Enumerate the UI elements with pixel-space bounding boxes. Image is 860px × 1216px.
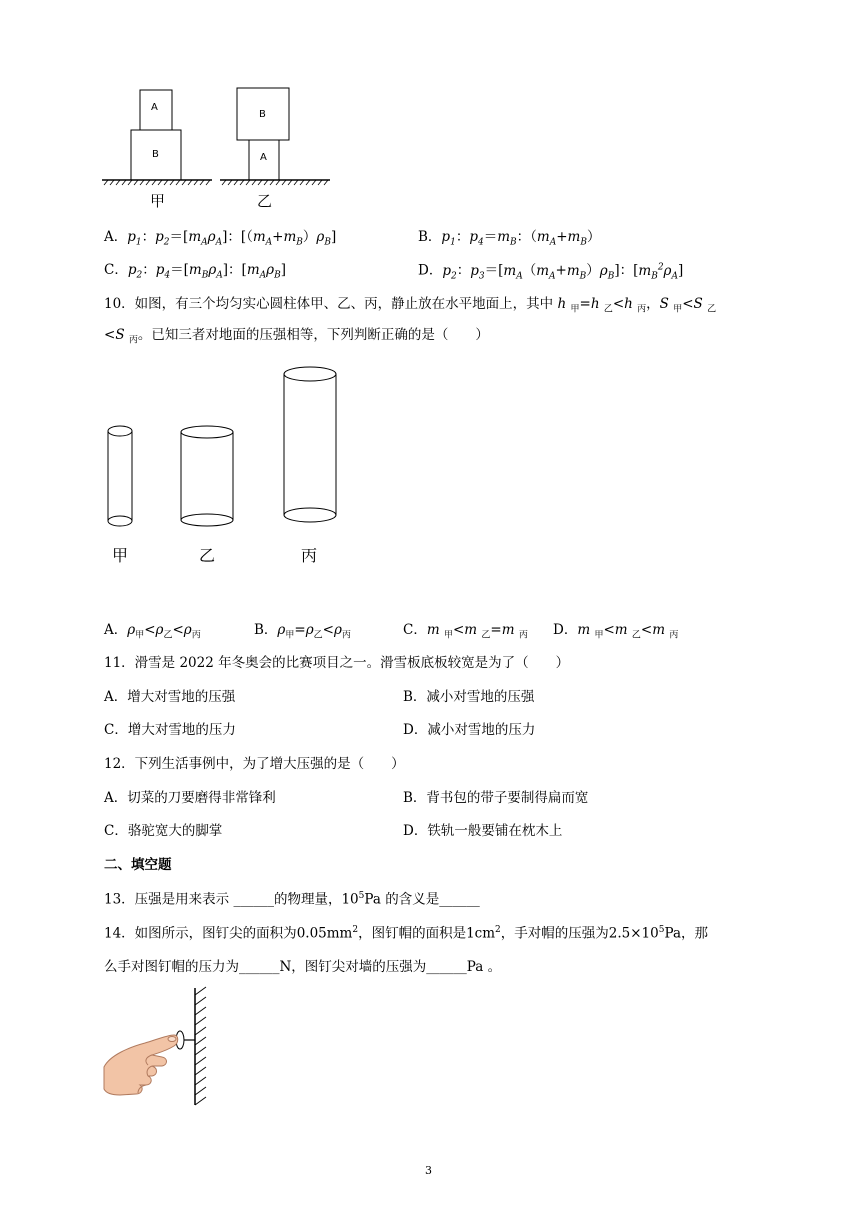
q11-option-c[interactable]: C．增大对雪地的压力 [104,722,236,738]
fig9-label-a-bottom: A [260,152,267,163]
q12-option-b[interactable]: B．背书包的带子要制得扁而宽 [403,790,589,806]
fig9-label-yi: 乙 [257,192,273,210]
cylinder-bing [284,367,336,522]
fig9-label-b-bottom: B [152,149,159,160]
fig9-label-a-top: A [151,102,158,113]
q9-figure [100,85,335,210]
q11-option-a[interactable]: A．增大对雪地的压强 [104,689,236,705]
q12-option-d[interactable]: D．铁轨一般要铺在枕木上 [403,823,563,839]
q10-figure [100,360,370,535]
q13-stem: 13．压强是用来表示 ______的物理量，$10^5Pa$ 的含义是______ [104,891,480,908]
q12-option-c[interactable]: C．骆驼宽大的脚掌 [104,823,223,839]
page-number: 3 [425,1164,432,1177]
q14-figure [100,985,225,1110]
q12-stem: 12．下列生活事例中，为了增大压强的是（ ） [104,756,405,772]
q11-option-d[interactable]: D．减小对雪地的压力 [403,722,536,738]
q11-stem: 11．滑雪是 2022 年冬奥会的比赛项目之一。滑雪板底板较宽是为了（ ） [104,655,570,671]
cylinder-jia [108,426,132,526]
q14-stem-line2: 么手对图钉帽的压力为______N，图钉尖对墙的压强为______Pa 。 [104,959,502,975]
q10-option-c[interactable]: C．m $_甲$<m $_乙$=m $_丙$ [403,622,528,641]
q14-stem-line1: 14．如图所示，图钉尖的面积为$0.05mm^2$，图钉帽的面积是$1cm^2$，手对帽的压强为$2.5\times 10^5Pa$，那 [104,925,709,942]
q10-option-b[interactable]: B．$\rho_甲=\rho_乙<\rho_丙$ [254,622,351,641]
thumbtack-icon [176,1031,195,1049]
hand-icon [104,1035,178,1095]
fig9-label-b-top: B [259,109,266,120]
q10-option-a[interactable]: A．$\rho_甲<\rho_乙<\rho_丙$ [104,622,201,641]
q9-option-c[interactable]: C．$p_2$：$p_4=[m_B\rho_A]$：$[m_A\rho_B]$ [104,262,286,281]
q11-option-b[interactable]: B．减小对雪地的压强 [403,689,535,705]
q9-option-d[interactable]: D．$p_2$：$p_3=[m_A(m_A+m_B)\rho_B]$：$[m_B^2\rho_A]$ [418,262,684,282]
q10-label-yi: 乙 [199,546,216,565]
q9-option-b[interactable]: B．$p_1$：$p_4=m_B$：$(m_A+m_B)$ [418,229,601,248]
q9-option-a[interactable]: A．$p_1$：$p_2=[m_A\rho_A]$：$[(m_A+m_B)\rho_B]$ [104,229,337,248]
q10-stem-line2: <S $_丙$。已知三者对地面的压强相等，下列判断正确的是（ ） [104,327,489,346]
cylinder-yi [181,426,233,526]
q10-option-d[interactable]: D．m $_甲$<m $_乙$<m $_丙$ [553,622,679,641]
section-heading-fill-in: 二、填空题 [104,857,172,873]
q10-stem-line1: 10．如图，有三个均匀实心圆柱体甲、乙、丙，静止放在水平地面上，其中 h $_甲$=h $_乙$<h $_丙$，S $_甲$<S $_乙$ [104,296,717,315]
q10-label-jia: 甲 [112,546,129,565]
q10-label-bing: 丙 [301,546,318,565]
q12-option-a[interactable]: A．切菜的刀要磨得非常锋利 [104,790,276,806]
fig9-label-jia: 甲 [150,192,166,210]
